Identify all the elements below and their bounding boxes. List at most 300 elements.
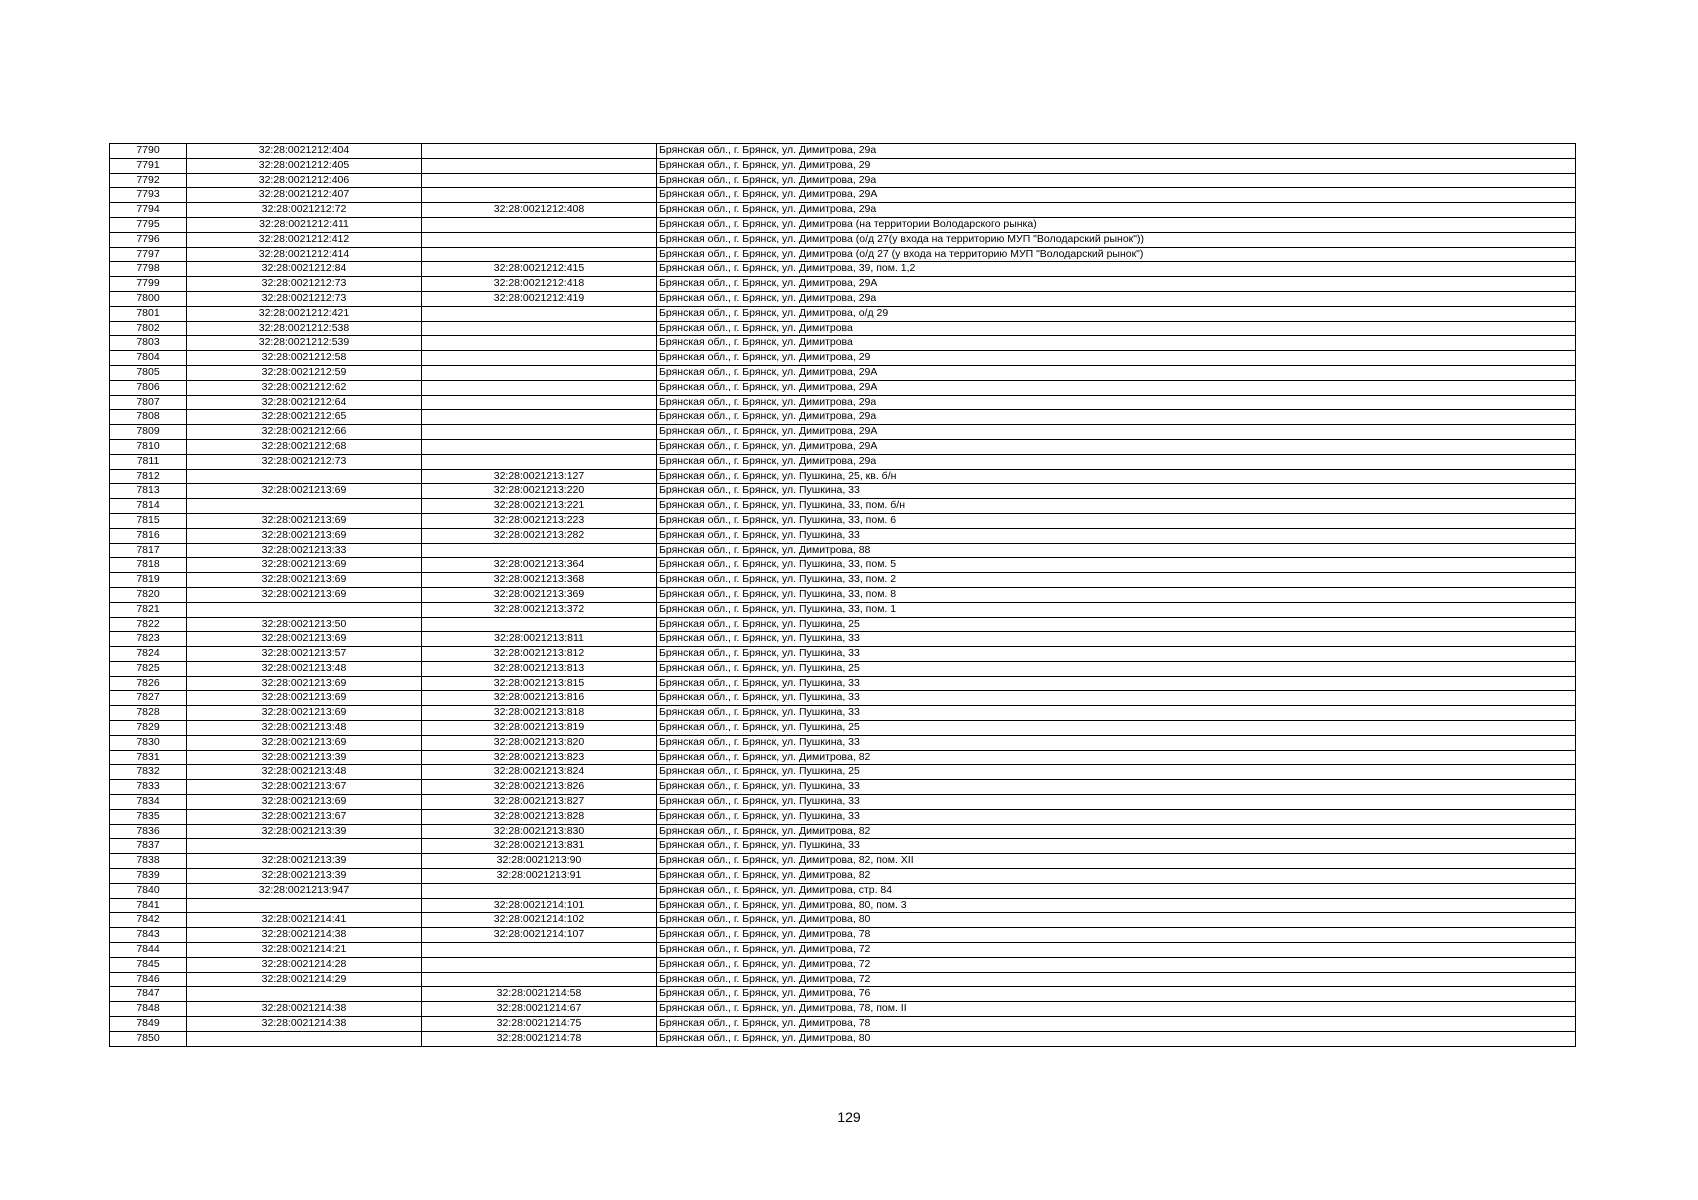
row-number-cell: 7847 xyxy=(110,987,187,1002)
address-cell: Брянская обл., г. Брянск, ул. Пушкина, 25, кв. б/н xyxy=(657,469,1576,484)
object-cadastral-number-cell: 32:28:0021214:107 xyxy=(422,928,657,943)
table-row xyxy=(110,883,1576,898)
cadastral-number-cell: 32:28:0021214:38 xyxy=(187,1017,422,1032)
address-cell: Брянская обл., г. Брянск, ул. Димитрова, 39, пом. 1,2 xyxy=(657,262,1576,277)
address-cell: Брянская обл., г. Брянск, ул. Пушкина, 33, пом. 5 xyxy=(657,558,1576,573)
row-number-cell: 7797 xyxy=(110,247,187,262)
table-row xyxy=(110,262,1576,277)
address-cell: Брянская обл., г. Брянск, ул. Димитрова xyxy=(657,336,1576,351)
row-number-cell: 7794 xyxy=(110,203,187,218)
address-cell: Брянская обл., г. Брянск, ул. Димитрова, 29а xyxy=(657,291,1576,306)
cadastral-number-cell: 32:28:0021212:538 xyxy=(187,321,422,336)
object-cadastral-number-cell: 32:28:0021214:75 xyxy=(422,1017,657,1032)
address-cell: Брянская обл., г. Брянск, ул. Пушкина, 33 xyxy=(657,809,1576,824)
object-cadastral-number-cell: 32:28:0021213:831 xyxy=(422,839,657,854)
table-row xyxy=(110,454,1576,469)
object-cadastral-number-cell xyxy=(422,232,657,247)
table-row xyxy=(110,1002,1576,1017)
row-number-cell: 7830 xyxy=(110,735,187,750)
address-cell: Брянская обл., г. Брянск, ул. Пушкина, 33 xyxy=(657,780,1576,795)
cadastral-number-cell xyxy=(187,839,422,854)
object-cadastral-number-cell: 32:28:0021213:826 xyxy=(422,780,657,795)
cadastral-number-cell: 32:28:0021214:41 xyxy=(187,913,422,928)
address-cell: Брянская обл., г. Брянск, ул. Димитрова, 29А xyxy=(657,277,1576,292)
row-number-cell: 7820 xyxy=(110,587,187,602)
object-cadastral-number-cell: 32:28:0021214:78 xyxy=(422,1031,657,1046)
table-row xyxy=(110,380,1576,395)
table-row xyxy=(110,439,1576,454)
table-row xyxy=(110,558,1576,573)
object-cadastral-number-cell xyxy=(422,321,657,336)
table-row xyxy=(110,676,1576,691)
table-row xyxy=(110,247,1576,262)
object-cadastral-number-cell: 32:28:0021213:827 xyxy=(422,795,657,810)
object-cadastral-number-cell: 32:28:0021213:223 xyxy=(422,513,657,528)
row-number-cell: 7792 xyxy=(110,173,187,188)
object-cadastral-number-cell xyxy=(422,336,657,351)
table-row xyxy=(110,188,1576,203)
object-cadastral-number-cell: 32:28:0021213:815 xyxy=(422,676,657,691)
object-cadastral-number-cell: 32:28:0021213:816 xyxy=(422,691,657,706)
table-row xyxy=(110,972,1576,987)
address-cell: Брянская обл., г. Брянск, ул. Димитрова, 29 xyxy=(657,351,1576,366)
table-row xyxy=(110,809,1576,824)
row-number-cell: 7838 xyxy=(110,854,187,869)
row-number-cell: 7806 xyxy=(110,380,187,395)
cadastral-number-cell: 32:28:0021213:947 xyxy=(187,883,422,898)
table-row xyxy=(110,395,1576,410)
row-number-cell: 7824 xyxy=(110,647,187,662)
table-row xyxy=(110,721,1576,736)
address-cell: Брянская обл., г. Брянск, ул. Пушкина, 33 xyxy=(657,528,1576,543)
cadastral-number-cell: 32:28:0021214:21 xyxy=(187,943,422,958)
cadastral-number-cell: 32:28:0021212:73 xyxy=(187,277,422,292)
row-number-cell: 7791 xyxy=(110,158,187,173)
address-cell: Брянская обл., г. Брянск, ул. Пушкина, 33 xyxy=(657,632,1576,647)
object-cadastral-number-cell: 32:28:0021213:364 xyxy=(422,558,657,573)
row-number-cell: 7837 xyxy=(110,839,187,854)
object-cadastral-number-cell xyxy=(422,217,657,232)
object-cadastral-number-cell: 32:28:0021213:818 xyxy=(422,706,657,721)
object-cadastral-number-cell: 32:28:0021214:58 xyxy=(422,987,657,1002)
cadastral-number-cell: 32:28:0021213:39 xyxy=(187,869,422,884)
object-cadastral-number-cell: 32:28:0021213:828 xyxy=(422,809,657,824)
table-row xyxy=(110,425,1576,440)
table-row xyxy=(110,824,1576,839)
object-cadastral-number-cell: 32:28:0021213:369 xyxy=(422,587,657,602)
row-number-cell: 7835 xyxy=(110,809,187,824)
address-cell: Брянская обл., г. Брянск, ул. Димитрова, 76 xyxy=(657,987,1576,1002)
cadastral-number-cell: 32:28:0021212:65 xyxy=(187,410,422,425)
address-cell: Брянская обл., г. Брянск, ул. Пушкина, 25 xyxy=(657,721,1576,736)
cadastral-number-cell: 32:28:0021213:69 xyxy=(187,735,422,750)
row-number-cell: 7825 xyxy=(110,661,187,676)
table-row xyxy=(110,158,1576,173)
cadastral-number-cell: 32:28:0021213:48 xyxy=(187,765,422,780)
cadastral-number-cell: 32:28:0021213:67 xyxy=(187,780,422,795)
cadastral-number-cell xyxy=(187,499,422,514)
row-number-cell: 7843 xyxy=(110,928,187,943)
row-number-cell: 7823 xyxy=(110,632,187,647)
cadastral-number-cell: 32:28:0021212:412 xyxy=(187,232,422,247)
cadastral-number-cell: 32:28:0021213:48 xyxy=(187,661,422,676)
address-cell: Брянская обл., г. Брянск, ул. Пушкина, 33, пом. 8 xyxy=(657,587,1576,602)
row-number-cell: 7829 xyxy=(110,721,187,736)
object-cadastral-number-cell: 32:28:0021213:221 xyxy=(422,499,657,514)
row-number-cell: 7826 xyxy=(110,676,187,691)
table-row xyxy=(110,1031,1576,1046)
cadastral-number-cell: 32:28:0021212:411 xyxy=(187,217,422,232)
address-cell: Брянская обл., г. Брянск, ул. Димитрова, 82 xyxy=(657,824,1576,839)
cadastral-number-cell: 32:28:0021213:69 xyxy=(187,706,422,721)
cadastral-number-cell: 32:28:0021213:69 xyxy=(187,676,422,691)
row-number-cell: 7819 xyxy=(110,573,187,588)
table-row xyxy=(110,987,1576,1002)
object-cadastral-number-cell: 32:28:0021213:282 xyxy=(422,528,657,543)
row-number-cell: 7803 xyxy=(110,336,187,351)
address-cell: Брянская обл., г. Брянск, ул. Пушкина, 33 xyxy=(657,706,1576,721)
row-number-cell: 7831 xyxy=(110,750,187,765)
address-cell: Брянская обл., г. Брянск, ул. Димитрова, 29А xyxy=(657,188,1576,203)
object-cadastral-number-cell: 32:28:0021214:102 xyxy=(422,913,657,928)
address-cell: Брянская обл., г. Брянск, ул. Димитрова (о/д 27 (у входа на территорию МУП "Володарский рынок") xyxy=(657,247,1576,262)
address-cell: Брянская обл., г. Брянск, ул. Димитрова xyxy=(657,321,1576,336)
object-cadastral-number-cell xyxy=(422,454,657,469)
address-cell: Брянская обл., г. Брянск, ул. Пушкина, 25 xyxy=(657,661,1576,676)
row-number-cell: 7812 xyxy=(110,469,187,484)
cadastral-number-cell xyxy=(187,1031,422,1046)
object-cadastral-number-cell: 32:28:0021213:91 xyxy=(422,869,657,884)
address-cell: Брянская обл., г. Брянск, ул. Димитрова, 80 xyxy=(657,913,1576,928)
object-cadastral-number-cell: 32:28:0021212:419 xyxy=(422,291,657,306)
row-number-cell: 7841 xyxy=(110,898,187,913)
object-cadastral-number-cell: 32:28:0021212:415 xyxy=(422,262,657,277)
row-number-cell: 7814 xyxy=(110,499,187,514)
cadastral-number-cell: 32:28:0021212:405 xyxy=(187,158,422,173)
table-row xyxy=(110,513,1576,528)
object-cadastral-number-cell: 32:28:0021212:418 xyxy=(422,277,657,292)
address-cell: Брянская обл., г. Брянск, ул. Пушкина, 33 xyxy=(657,691,1576,706)
row-number-cell: 7840 xyxy=(110,883,187,898)
address-cell: Брянская обл., г. Брянск, ул. Димитрова, 72 xyxy=(657,943,1576,958)
cadastral-number-cell: 32:28:0021213:69 xyxy=(187,558,422,573)
table-row xyxy=(110,617,1576,632)
cadastral-number-cell: 32:28:0021213:57 xyxy=(187,647,422,662)
object-cadastral-number-cell: 32:28:0021213:372 xyxy=(422,602,657,617)
row-number-cell: 7808 xyxy=(110,410,187,425)
table-row xyxy=(110,780,1576,795)
table-row xyxy=(110,573,1576,588)
table-row xyxy=(110,735,1576,750)
row-number-cell: 7805 xyxy=(110,365,187,380)
cadastral-number-cell: 32:28:0021214:28 xyxy=(187,957,422,972)
address-cell: Брянская обл., г. Брянск, ул. Димитрова, 29А xyxy=(657,439,1576,454)
table-row xyxy=(110,839,1576,854)
object-cadastral-number-cell xyxy=(422,883,657,898)
cadastral-number-cell: 32:28:0021213:69 xyxy=(187,632,422,647)
row-number-cell: 7795 xyxy=(110,217,187,232)
table-row xyxy=(110,203,1576,218)
table-row xyxy=(110,528,1576,543)
cadastral-number-cell: 32:28:0021213:69 xyxy=(187,484,422,499)
address-cell: Брянская обл., г. Брянск, ул. Димитрова, 29 xyxy=(657,158,1576,173)
address-cell: Брянская обл., г. Брянск, ул. Димитрова, 78 xyxy=(657,1017,1576,1032)
row-number-cell: 7811 xyxy=(110,454,187,469)
object-cadastral-number-cell: 32:28:0021213:812 xyxy=(422,647,657,662)
cadastral-number-cell: 32:28:0021213:33 xyxy=(187,543,422,558)
object-cadastral-number-cell xyxy=(422,173,657,188)
row-number-cell: 7796 xyxy=(110,232,187,247)
row-number-cell: 7832 xyxy=(110,765,187,780)
table-row xyxy=(110,321,1576,336)
address-cell: Брянская обл., г. Брянск, ул. Пушкина, 33 xyxy=(657,647,1576,662)
address-cell: Брянская обл., г. Брянск, ул. Димитрова, 82, пом. XII xyxy=(657,854,1576,869)
address-cell: Брянская обл., г. Брянск, ул. Димитрова, 80 xyxy=(657,1031,1576,1046)
table-row xyxy=(110,469,1576,484)
table-row xyxy=(110,602,1576,617)
object-cadastral-number-cell xyxy=(422,943,657,958)
cadastral-number-cell: 32:28:0021213:39 xyxy=(187,824,422,839)
row-number-cell: 7801 xyxy=(110,306,187,321)
table-row xyxy=(110,765,1576,780)
table-row xyxy=(110,661,1576,676)
table-row xyxy=(110,632,1576,647)
object-cadastral-number-cell: 32:28:0021214:101 xyxy=(422,898,657,913)
object-cadastral-number-cell: 32:28:0021212:408 xyxy=(422,203,657,218)
address-cell: Брянская обл., г. Брянск, ул. Пушкина, 25 xyxy=(657,617,1576,632)
cadastral-number-cell: 32:28:0021213:69 xyxy=(187,587,422,602)
row-number-cell: 7827 xyxy=(110,691,187,706)
cadastral-number-cell: 32:28:0021212:59 xyxy=(187,365,422,380)
object-cadastral-number-cell xyxy=(422,395,657,410)
table-row xyxy=(110,217,1576,232)
cadastral-number-cell: 32:28:0021212:72 xyxy=(187,203,422,218)
cadastral-number-cell xyxy=(187,602,422,617)
cadastral-number-cell: 32:28:0021212:414 xyxy=(187,247,422,262)
table-row xyxy=(110,291,1576,306)
row-number-cell: 7818 xyxy=(110,558,187,573)
row-number-cell: 7836 xyxy=(110,824,187,839)
table-row xyxy=(110,499,1576,514)
table-row xyxy=(110,351,1576,366)
address-cell: Брянская обл., г. Брянск, ул. Димитрова, о/д 29 xyxy=(657,306,1576,321)
object-cadastral-number-cell xyxy=(422,543,657,558)
object-cadastral-number-cell xyxy=(422,158,657,173)
object-cadastral-number-cell: 32:28:0021213:90 xyxy=(422,854,657,869)
table-row xyxy=(110,336,1576,351)
object-cadastral-number-cell: 32:28:0021214:67 xyxy=(422,1002,657,1017)
cadastral-number-cell: 32:28:0021213:69 xyxy=(187,795,422,810)
object-cadastral-number-cell xyxy=(422,410,657,425)
address-cell: Брянская обл., г. Брянск, ул. Димитрова, 82 xyxy=(657,750,1576,765)
cadastral-number-cell: 32:28:0021213:69 xyxy=(187,528,422,543)
address-cell: Брянская обл., г. Брянск, ул. Димитрова, 88 xyxy=(657,543,1576,558)
address-cell: Брянская обл., г. Брянск, ул. Пушкина, 33, пом. 2 xyxy=(657,573,1576,588)
cadastral-number-cell: 32:28:0021212:73 xyxy=(187,291,422,306)
address-cell: Брянская обл., г. Брянск, ул. Димитрова, 78 xyxy=(657,928,1576,943)
table-row xyxy=(110,795,1576,810)
address-cell: Брянская обл., г. Брянск, ул. Пушкина, 25 xyxy=(657,765,1576,780)
address-cell: Брянская обл., г. Брянск, ул. Димитрова (на территории Володарского рынка) xyxy=(657,217,1576,232)
address-cell: Брянская обл., г. Брянск, ул. Пушкина, 33, пом. 6 xyxy=(657,513,1576,528)
address-cell: Брянская обл., г. Брянск, ул. Пушкина, 33, пом. б/н xyxy=(657,499,1576,514)
address-cell: Брянская обл., г. Брянск, ул. Димитрова (о/д 27(у входа на территорию МУП "Володарский рынок")) xyxy=(657,232,1576,247)
cadastral-number-cell: 32:28:0021212:421 xyxy=(187,306,422,321)
object-cadastral-number-cell xyxy=(422,247,657,262)
object-cadastral-number-cell xyxy=(422,439,657,454)
table-row xyxy=(110,1017,1576,1032)
table-row xyxy=(110,647,1576,662)
table-row xyxy=(110,144,1576,159)
object-cadastral-number-cell xyxy=(422,188,657,203)
page-number: 129 xyxy=(837,1109,861,1125)
cadastral-number-cell: 32:28:0021212:73 xyxy=(187,454,422,469)
row-number-cell: 7844 xyxy=(110,943,187,958)
cadastral-number-cell: 32:28:0021214:29 xyxy=(187,972,422,987)
object-cadastral-number-cell: 32:28:0021213:127 xyxy=(422,469,657,484)
row-number-cell: 7799 xyxy=(110,277,187,292)
cadastral-number-cell: 32:28:0021212:407 xyxy=(187,188,422,203)
address-cell: Брянская обл., г. Брянск, ул. Димитрова, 29а xyxy=(657,203,1576,218)
cadastral-number-cell: 32:28:0021213:50 xyxy=(187,617,422,632)
table-row xyxy=(110,943,1576,958)
table-row xyxy=(110,913,1576,928)
registry-table xyxy=(109,143,1576,1047)
object-cadastral-number-cell xyxy=(422,351,657,366)
address-cell: Брянская обл., г. Брянск, ул. Димитрова, 29а xyxy=(657,410,1576,425)
table-row xyxy=(110,928,1576,943)
address-cell: Брянская обл., г. Брянск, ул. Димитрова, 80, пом. 3 xyxy=(657,898,1576,913)
object-cadastral-number-cell: 32:28:0021213:811 xyxy=(422,632,657,647)
cadastral-number-cell: 32:28:0021214:38 xyxy=(187,928,422,943)
cadastral-number-cell: 32:28:0021212:406 xyxy=(187,173,422,188)
cadastral-number-cell: 32:28:0021213:39 xyxy=(187,750,422,765)
row-number-cell: 7816 xyxy=(110,528,187,543)
object-cadastral-number-cell: 32:28:0021213:820 xyxy=(422,735,657,750)
table-row xyxy=(110,957,1576,972)
address-cell: Брянская обл., г. Брянск, ул. Димитрова, 29а xyxy=(657,144,1576,159)
cadastral-number-cell: 32:28:0021213:69 xyxy=(187,691,422,706)
table-row xyxy=(110,232,1576,247)
table-row xyxy=(110,750,1576,765)
object-cadastral-number-cell xyxy=(422,380,657,395)
table-row xyxy=(110,691,1576,706)
row-number-cell: 7809 xyxy=(110,425,187,440)
object-cadastral-number-cell xyxy=(422,365,657,380)
cadastral-number-cell: 32:28:0021212:68 xyxy=(187,439,422,454)
table-row xyxy=(110,173,1576,188)
cadastral-number-cell: 32:28:0021212:539 xyxy=(187,336,422,351)
address-cell: Брянская обл., г. Брянск, ул. Димитрова, 29А xyxy=(657,380,1576,395)
address-cell: Брянская обл., г. Брянск, ул. Димитрова, 72 xyxy=(657,972,1576,987)
table-row xyxy=(110,365,1576,380)
address-cell: Брянская обл., г. Брянск, ул. Пушкина, 33, пом. 1 xyxy=(657,602,1576,617)
cadastral-number-cell xyxy=(187,987,422,1002)
address-cell: Брянская обл., г. Брянск, ул. Димитрова, 29а xyxy=(657,454,1576,469)
object-cadastral-number-cell: 32:28:0021213:823 xyxy=(422,750,657,765)
row-number-cell: 7849 xyxy=(110,1017,187,1032)
cadastral-number-cell: 32:28:0021213:48 xyxy=(187,721,422,736)
address-cell: Брянская обл., г. Брянск, ул. Димитрова, 29а xyxy=(657,395,1576,410)
table-row xyxy=(110,543,1576,558)
object-cadastral-number-cell: 32:28:0021213:830 xyxy=(422,824,657,839)
object-cadastral-number-cell: 32:28:0021213:813 xyxy=(422,661,657,676)
row-number-cell: 7804 xyxy=(110,351,187,366)
table-row xyxy=(110,410,1576,425)
row-number-cell: 7810 xyxy=(110,439,187,454)
row-number-cell: 7850 xyxy=(110,1031,187,1046)
object-cadastral-number-cell xyxy=(422,425,657,440)
row-number-cell: 7800 xyxy=(110,291,187,306)
row-number-cell: 7828 xyxy=(110,706,187,721)
row-number-cell: 7821 xyxy=(110,602,187,617)
table-row xyxy=(110,898,1576,913)
address-cell: Брянская обл., г. Брянск, ул. Димитрова, 29А xyxy=(657,365,1576,380)
row-number-cell: 7802 xyxy=(110,321,187,336)
object-cadastral-number-cell: 32:28:0021213:220 xyxy=(422,484,657,499)
address-cell: Брянская обл., г. Брянск, ул. Пушкина, 33 xyxy=(657,735,1576,750)
cadastral-number-cell: 32:28:0021212:84 xyxy=(187,262,422,277)
address-cell: Брянская обл., г. Брянск, ул. Димитрова, 72 xyxy=(657,957,1576,972)
row-number-cell: 7815 xyxy=(110,513,187,528)
address-cell: Брянская обл., г. Брянск, ул. Пушкина, 33 xyxy=(657,484,1576,499)
row-number-cell: 7842 xyxy=(110,913,187,928)
table-row xyxy=(110,706,1576,721)
cadastral-number-cell: 32:28:0021213:69 xyxy=(187,573,422,588)
table-row xyxy=(110,587,1576,602)
registry-table-body xyxy=(110,144,1576,1047)
object-cadastral-number-cell xyxy=(422,306,657,321)
object-cadastral-number-cell: 32:28:0021213:819 xyxy=(422,721,657,736)
object-cadastral-number-cell: 32:28:0021213:824 xyxy=(422,765,657,780)
row-number-cell: 7833 xyxy=(110,780,187,795)
row-number-cell: 7848 xyxy=(110,1002,187,1017)
address-cell: Брянская обл., г. Брянск, ул. Пушкина, 33 xyxy=(657,839,1576,854)
object-cadastral-number-cell: 32:28:0021213:368 xyxy=(422,573,657,588)
table-row xyxy=(110,869,1576,884)
cadastral-number-cell: 32:28:0021212:66 xyxy=(187,425,422,440)
row-number-cell: 7790 xyxy=(110,144,187,159)
row-number-cell: 7834 xyxy=(110,795,187,810)
cadastral-number-cell xyxy=(187,898,422,913)
cadastral-number-cell: 32:28:0021212:404 xyxy=(187,144,422,159)
object-cadastral-number-cell xyxy=(422,144,657,159)
row-number-cell: 7846 xyxy=(110,972,187,987)
row-number-cell: 7822 xyxy=(110,617,187,632)
cadastral-number-cell: 32:28:0021212:58 xyxy=(187,351,422,366)
address-cell: Брянская обл., г. Брянск, ул. Димитрова, стр. 84 xyxy=(657,883,1576,898)
table-row xyxy=(110,277,1576,292)
table-row xyxy=(110,854,1576,869)
row-number-cell: 7817 xyxy=(110,543,187,558)
row-number-cell: 7839 xyxy=(110,869,187,884)
table-row xyxy=(110,484,1576,499)
row-number-cell: 7807 xyxy=(110,395,187,410)
address-cell: Брянская обл., г. Брянск, ул. Пушкина, 33 xyxy=(657,676,1576,691)
cadastral-number-cell: 32:28:0021212:64 xyxy=(187,395,422,410)
object-cadastral-number-cell xyxy=(422,617,657,632)
address-cell: Брянская обл., г. Брянск, ул. Пушкина, 33 xyxy=(657,795,1576,810)
row-number-cell: 7845 xyxy=(110,957,187,972)
cadastral-number-cell: 32:28:0021213:67 xyxy=(187,809,422,824)
cadastral-number-cell: 32:28:0021213:39 xyxy=(187,854,422,869)
cadastral-number-cell xyxy=(187,469,422,484)
row-number-cell: 7813 xyxy=(110,484,187,499)
row-number-cell: 7793 xyxy=(110,188,187,203)
cadastral-number-cell: 32:28:0021213:69 xyxy=(187,513,422,528)
address-cell: Брянская обл., г. Брянск, ул. Димитрова, 82 xyxy=(657,869,1576,884)
object-cadastral-number-cell xyxy=(422,972,657,987)
